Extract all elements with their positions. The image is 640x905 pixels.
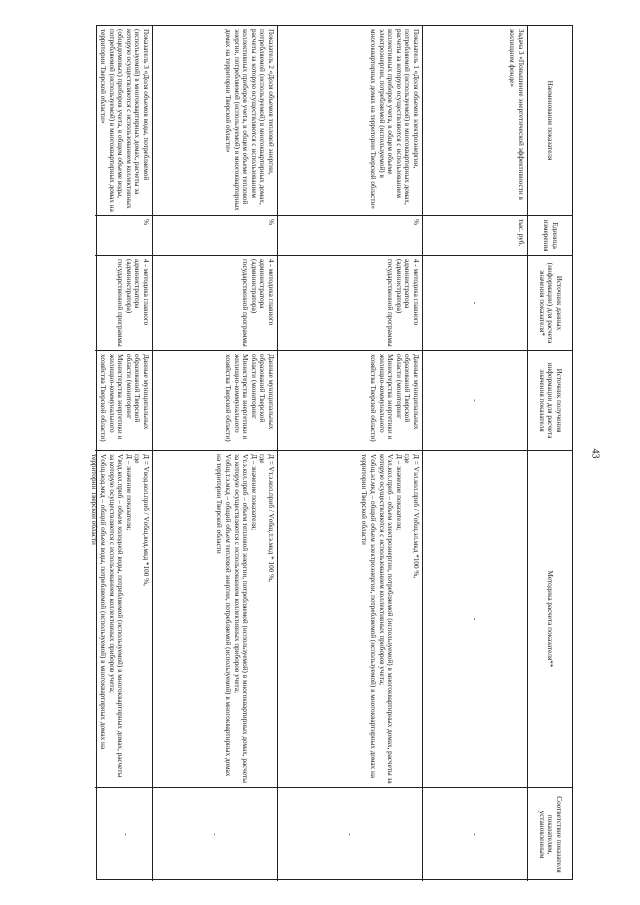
- row-indicator1-unit: %: [277, 216, 422, 256]
- row-indicator2-unit: %: [152, 216, 277, 256]
- row-indicator2-name: Показатель 2 «Доля объемов тепловой энергии, потребляемой (используемой) в многоквартирных домах, расчеты за которую осуществляются с использованием коллективных приборов учета, в общем объеме тепловой энергии, потребляемой (используемой) в многоквартирных домах на территории Тверской области»: [152, 26, 277, 216]
- formula-line: где: [133, 454, 142, 464]
- row-indicator1-obtain-source: Данные муниципальных образований Тверской области (мониторинг Министерства энергетики и жилищно-коммунального хозяйства Тверской области): [277, 351, 422, 451]
- row-indicator3-obtain-source: Данные муниципальных образований Тверской области (мониторинг Министерства энергетики и жилищно-коммунального хозяйства Тверской области): [95, 351, 152, 451]
- formula-line: Vобщ.эл.мкд – общий объем электроэнергии, потребляемой (используемой) в многоквартирных домах на территории Тверской области: [360, 454, 378, 778]
- header-unit: Единица измерения: [527, 216, 572, 256]
- formula-line: Д – значение показателя;: [249, 454, 258, 531]
- formula-line: Д – значение показателя;: [124, 454, 133, 531]
- formula-line: Д – значение показателя;: [394, 454, 403, 531]
- table-stage: [90, 25, 573, 880]
- row-task3-unit: тыс. руб.: [422, 216, 527, 256]
- formula-line: Vэл.кол.приб – объем электроэнергии, потребляемой (используемой) в многоквартирных домах, расчеты за которую осуществляются с использованием коллективных приборов учета;: [377, 454, 395, 784]
- rotated-table: [90, 25, 573, 880]
- row-indicator2-method: [152, 451, 277, 788]
- formula-line: Д = Vт.э.кол.приб / Vобщ.т.э.мкд * 100 %,: [267, 454, 275, 582]
- row-indicator3-unit: %: [95, 216, 152, 256]
- indicators-table: [90, 25, 573, 880]
- formula-line: Д = Vвод.кол.приб / Vобщ.вод.мкд *100 %,: [142, 454, 150, 586]
- row-indicator2-data-source: 4 - методика главного администратора (администратора) государственной программы: [152, 256, 277, 351]
- row-indicator2-compliance: -: [152, 788, 277, 881]
- row-task3-method: -: [422, 451, 527, 788]
- formula-line: Vобщ.т.э.мкд – общий объем тепловой энергии, потребляемой (используемой) в многоквартирных домах на территории Тверской области: [215, 454, 233, 777]
- header-method: Методика расчета показателя**: [527, 451, 572, 788]
- header-data-source: Источник данных (информации) для расчета значения показателя*: [527, 256, 572, 351]
- formula-line: где: [403, 454, 412, 464]
- formula-line: Vт.э.кол.приб – объем тепловой энергии, потребляемой (используемой) в многоквартирных домах, расчеты за которую осуществляются с использованием коллективных приборов учета;: [232, 454, 250, 783]
- row-indicator3-name: Показатель 3 «Доля объемов воды, потребляемой (используемой) в многоквартирных домах, расчеты за которую осуществляются с использованием коллективных (общедомовых) приборов учета, в общем объеме воды, потребляемой (используемой) в многоквартирных домах на территории Тверской области»: [95, 26, 152, 216]
- row-indicator1-method: [277, 451, 422, 788]
- row-indicator1-compliance: -: [277, 788, 422, 881]
- header-compliance: Соответствие показателя показателям, установленным: [527, 788, 572, 881]
- formula-line: где: [258, 454, 267, 464]
- row-indicator3-compliance: -: [122, 833, 130, 836]
- formula-line: Vобщ.вод.мкд – общий объем воды, потребляемой (используемой) в многоквартирных домах на территории Тверской области: [90, 454, 108, 750]
- row-indicator3-data-source: 4 - методика главного администратора (администратора) государственной программы: [95, 256, 152, 351]
- row-indicator2-obtain-source: Данные муниципальных образований Тверской области (мониторинг Министерства энергетики и жилищно-коммунального хозяйства Тверской области): [152, 351, 277, 451]
- row-task3-data-source: -: [422, 256, 527, 351]
- row-task3-name: Задача 3 «Повышение энергетической эффективности в жилищном фонде»: [422, 26, 527, 216]
- row-task3-compliance: -: [422, 788, 527, 881]
- row-indicator1-name: Показатель 1 «Доля объемов электроэнергии, потребляемой (используемой) в многоквартирных домах, расчеты за которую осуществляются с использованием коллективных приборов учета, в общем объеме электроэнергии, потребляемой (используемой) в многоквартирных домах на территории Тверской области»: [277, 26, 422, 216]
- formula-line: Vвод.кол.приб – объем холодной воды, потребляемой (используемой) в многоквартирных домах, расчеты за которую осуществляются с использованием коллективных приборов учета;: [107, 454, 125, 778]
- row-indicator3-method: [90, 451, 152, 788]
- header-obtain-source: Источник получения информации для расчета значения показателя: [527, 351, 572, 451]
- row-indicator1-data-source: 4 - методика главного администратора (администратора) государственной программы: [277, 256, 422, 351]
- header-name: Наименование показателя: [527, 26, 572, 216]
- page-number: 43: [589, 448, 601, 459]
- row-task3-obtain-source: -: [422, 351, 527, 451]
- formula-line: Д = Vэл.кол.приб / Vобщ.эл.мкд *100 %,: [412, 454, 420, 579]
